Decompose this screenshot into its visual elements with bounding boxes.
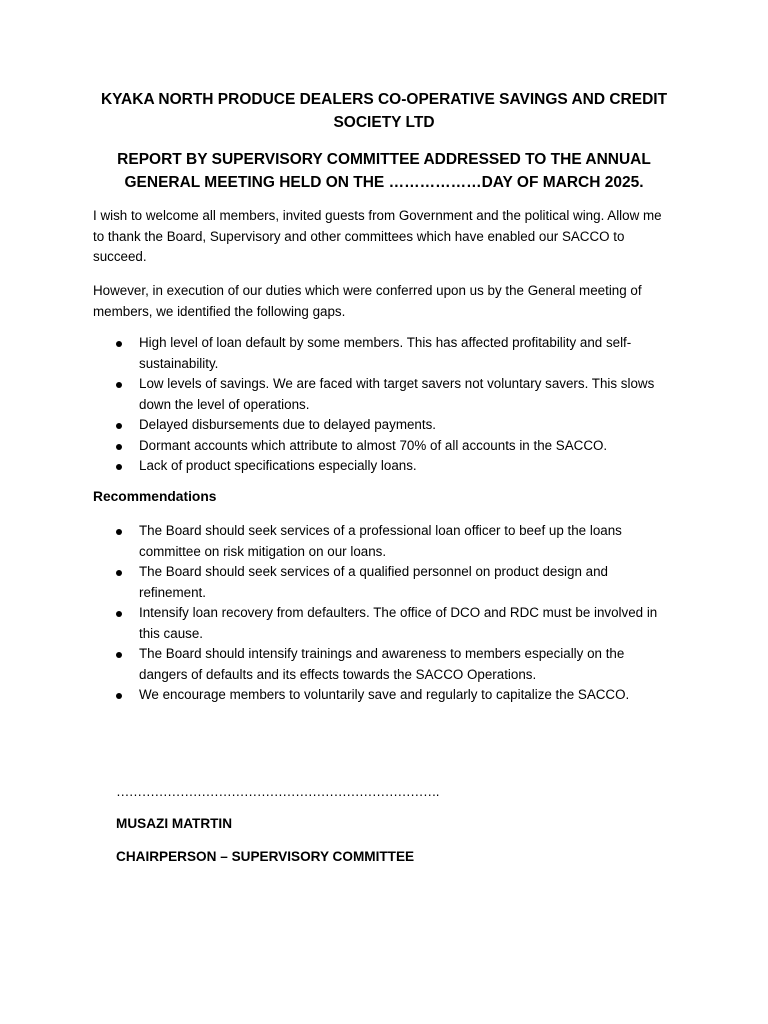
list-item bbox=[93, 374, 673, 415]
bullet-icon bbox=[116, 444, 122, 450]
signatory-role: CHAIRPERSON – SUPERVISORY COMMITTEE bbox=[116, 849, 415, 864]
list-item bbox=[93, 644, 673, 685]
list-item bbox=[93, 603, 673, 644]
signature-line: …………………………………………………………………. bbox=[116, 784, 439, 799]
organization-title: KYAKA NORTH PRODUCE DEALERS CO-OPERATIVE SAVINGS AND CREDIT SOCIETY LTD bbox=[100, 91, 668, 131]
gap-text: Low levels of savings. We are faced with target savers not voluntary savers. This slows down the level of operations. bbox=[139, 376, 655, 412]
list-item bbox=[93, 415, 673, 436]
report-title: REPORT BY SUPERVISORY COMMITTEE ADDRESSED TO THE ANNUAL GENERAL MEETING HELD ON THE ………………DAY OF MARCH 2025. bbox=[117, 151, 651, 191]
bullet-icon bbox=[116, 570, 122, 576]
bullet-icon bbox=[116, 423, 122, 429]
bullet-icon bbox=[116, 652, 122, 658]
recommendations-list bbox=[93, 521, 673, 706]
welcome-paragraph: I wish to welcome all members, invited guests from Government and the political wing. Allow me to thank the Board, Supervisory and other committees which have enabled our SACCO to succeed. bbox=[93, 208, 662, 264]
list-item bbox=[93, 456, 673, 477]
gap-text: High level of loan default by some members. This has affected profitability and self-sustainability. bbox=[139, 335, 632, 371]
list-item bbox=[93, 685, 673, 706]
gap-text: Dormant accounts which attribute to almost 70% of all accounts in the SACCO. bbox=[139, 437, 608, 453]
recommendation-text: We encourage members to voluntarily save and regularly to capitalize the SACCO. bbox=[139, 687, 630, 702]
bullet-icon bbox=[116, 464, 122, 470]
gap-text: Lack of product specifications especially loans. bbox=[139, 458, 417, 473]
list-item bbox=[93, 521, 673, 562]
recommendation-text: The Board should intensify trainings and awareness to members especially on the dangers of defaults and its effects towards the SACCO Operations. bbox=[139, 646, 625, 682]
bullet-icon bbox=[116, 611, 122, 617]
list-item bbox=[93, 562, 673, 603]
recommendation-text: Intensify loan recovery from defaulters. The office of DCO and RDC must be involved in this cause. bbox=[139, 605, 658, 641]
recommendation-text: The Board should seek services of a qualified personnel on product design and refinement. bbox=[139, 564, 608, 600]
recommendation-text: The Board should seek services of a professional loan officer to beef up the loans committee on risk mitigation on our loans. bbox=[139, 523, 622, 559]
bullet-icon bbox=[116, 341, 122, 347]
signatory-name: MUSAZI MATRTIN bbox=[116, 816, 233, 831]
gap-text: Delayed disbursements due to delayed payments. bbox=[139, 417, 437, 432]
bullet-icon bbox=[116, 382, 122, 388]
list-item bbox=[93, 436, 673, 457]
bullet-icon bbox=[116, 529, 122, 535]
gaps-intro-paragraph: However, in execution of our duties which were conferred upon us by the General meeting of members, we identified the following gaps. bbox=[93, 283, 642, 319]
bullet-icon bbox=[116, 693, 122, 699]
gaps-list bbox=[93, 333, 673, 477]
recommendations-heading: Recommendations bbox=[93, 489, 217, 504]
list-item bbox=[93, 333, 673, 374]
